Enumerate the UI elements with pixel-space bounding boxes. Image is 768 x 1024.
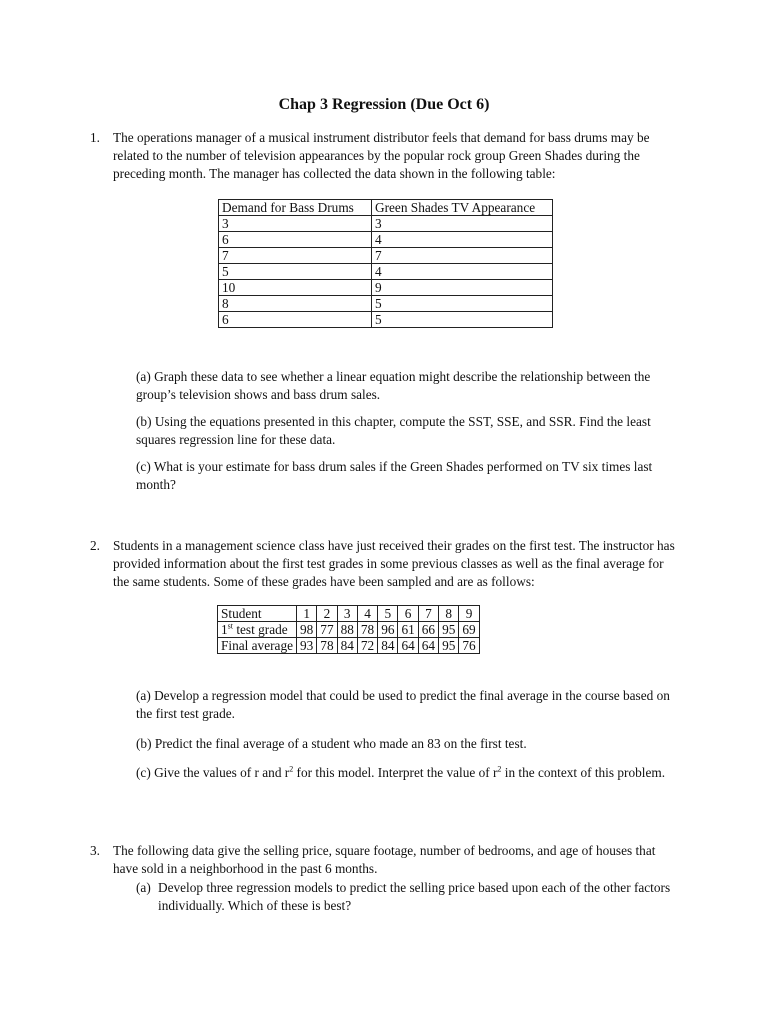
table-row <box>218 622 480 638</box>
row-header-final-average: Final average <box>218 638 297 654</box>
table-cell: 10 <box>219 280 372 296</box>
table-cell: 4 <box>372 232 553 248</box>
table-cell: 4 <box>372 264 553 280</box>
table-cell: 95 <box>439 622 459 638</box>
table-header-cell: Demand for Bass Drums <box>219 200 372 216</box>
row-header-text: test grade <box>233 622 288 637</box>
table-cell: 72 <box>357 638 377 654</box>
question-text: The following data give the selling price, square footage, number of bedrooms, and age of houses that have sold in a neighborhood in the past 6 months. <box>113 843 656 876</box>
bass-drum-table <box>218 199 553 328</box>
table-cell: 61 <box>398 622 418 638</box>
table-cell: 96 <box>378 622 398 638</box>
table-cell: 5 <box>372 296 553 312</box>
table-cell: 69 <box>459 622 479 638</box>
table-row <box>219 280 553 296</box>
question-number: 3. <box>90 843 100 858</box>
part-label: (a) <box>136 880 151 895</box>
table-cell: 93 <box>297 638 317 654</box>
table-cell: 8 <box>219 296 372 312</box>
table-cell: 7 <box>372 248 553 264</box>
table-cell: 98 <box>297 622 317 638</box>
table-row <box>218 638 480 654</box>
question-3 <box>90 842 680 878</box>
table-cell: 4 <box>357 606 377 622</box>
part-c-text-3: in the context of this problem. <box>501 765 666 780</box>
ordinal-number: 1 <box>221 622 228 637</box>
table-cell: 84 <box>378 638 398 654</box>
question-3-part-a <box>136 879 682 915</box>
question-1-part-b: (b) Using the equations presented in this chapter, compute the SST, SSE, and SSR. Find the least squares regression line for these data. <box>136 414 651 447</box>
table-cell: 78 <box>317 638 337 654</box>
question-number: 1. <box>90 130 100 145</box>
table-cell: 84 <box>337 638 357 654</box>
table-cell: 66 <box>418 622 438 638</box>
superscript: 2 <box>289 764 294 774</box>
table-cell: 8 <box>439 606 459 622</box>
table-cell: 76 <box>459 638 479 654</box>
table-row <box>219 216 553 232</box>
table-cell: 3 <box>337 606 357 622</box>
table-cell: 77 <box>317 622 337 638</box>
question-1-part-a: (a) Graph these data to see whether a linear equation might describe the relationship between the group’s television shows and bass drum sales. <box>136 369 651 402</box>
table-cell: 1 <box>297 606 317 622</box>
table-cell: 9 <box>459 606 479 622</box>
table-cell: 78 <box>357 622 377 638</box>
table-cell: 3 <box>372 216 553 232</box>
table-cell: 6 <box>398 606 418 622</box>
table-row <box>218 606 480 622</box>
table-cell: 6 <box>219 232 372 248</box>
table-cell: 5 <box>219 264 372 280</box>
table-cell: 5 <box>378 606 398 622</box>
page-title: Chap 3 Regression (Due Oct 6) <box>278 96 490 113</box>
part-c-text-1: (c) Give the values of r and r <box>136 765 290 780</box>
question-1 <box>90 129 680 183</box>
ordinal-suffix: st <box>227 621 233 631</box>
table-cell: 95 <box>439 638 459 654</box>
table-cell: 88 <box>337 622 357 638</box>
question-2-part-b: (b) Predict the final average of a student who made an 83 on the first test. <box>136 736 527 751</box>
table-cell: 7 <box>418 606 438 622</box>
table-row <box>219 248 553 264</box>
question-number: 2. <box>90 538 100 553</box>
table-cell: 5 <box>372 312 553 328</box>
table-cell: 64 <box>418 638 438 654</box>
table-row <box>219 296 553 312</box>
table-row <box>219 264 553 280</box>
table-cell: 6 <box>219 312 372 328</box>
question-text: Students in a management science class have just received their grades on the first test. The instructor has provided information about the first test grades in some previous classes as well as the final average for the same students. Some of these grades have been sampled and are as follows: <box>113 538 675 589</box>
table-cell: 7 <box>219 248 372 264</box>
table-cell: 2 <box>317 606 337 622</box>
question-2-part-c <box>136 764 682 782</box>
table-row <box>219 312 553 328</box>
question-text: The operations manager of a musical instrument distributor feels that demand for bass drums may be related to the number of television appearances by the popular rock group Green Shades during the preceding month. The manager has collected the data shown in the following table: <box>113 130 650 181</box>
superscript: 2 <box>497 764 502 774</box>
question-1-part-c: (c) What is your estimate for bass drum sales if the Green Shades performed on TV six times last month? <box>136 459 653 492</box>
question-2 <box>90 537 680 591</box>
row-header-first-test <box>218 622 297 638</box>
question-2-part-a: (a) Develop a regression model that could be used to predict the final average in the course based on the first test grade. <box>136 688 670 721</box>
table-header-row <box>219 200 553 216</box>
table-cell: 3 <box>219 216 372 232</box>
table-cell: 9 <box>372 280 553 296</box>
row-header-student: Student <box>218 606 297 622</box>
part-text: Develop three regression models to predict the selling price based upon each of the other factors individually. Which of these is best? <box>158 880 671 913</box>
table-header-cell: Green Shades TV Appearance <box>372 200 553 216</box>
table-cell: 64 <box>398 638 418 654</box>
grades-table <box>217 605 480 654</box>
part-c-text-2: for this model. Interpret the value of r <box>293 765 498 780</box>
table-row <box>219 232 553 248</box>
